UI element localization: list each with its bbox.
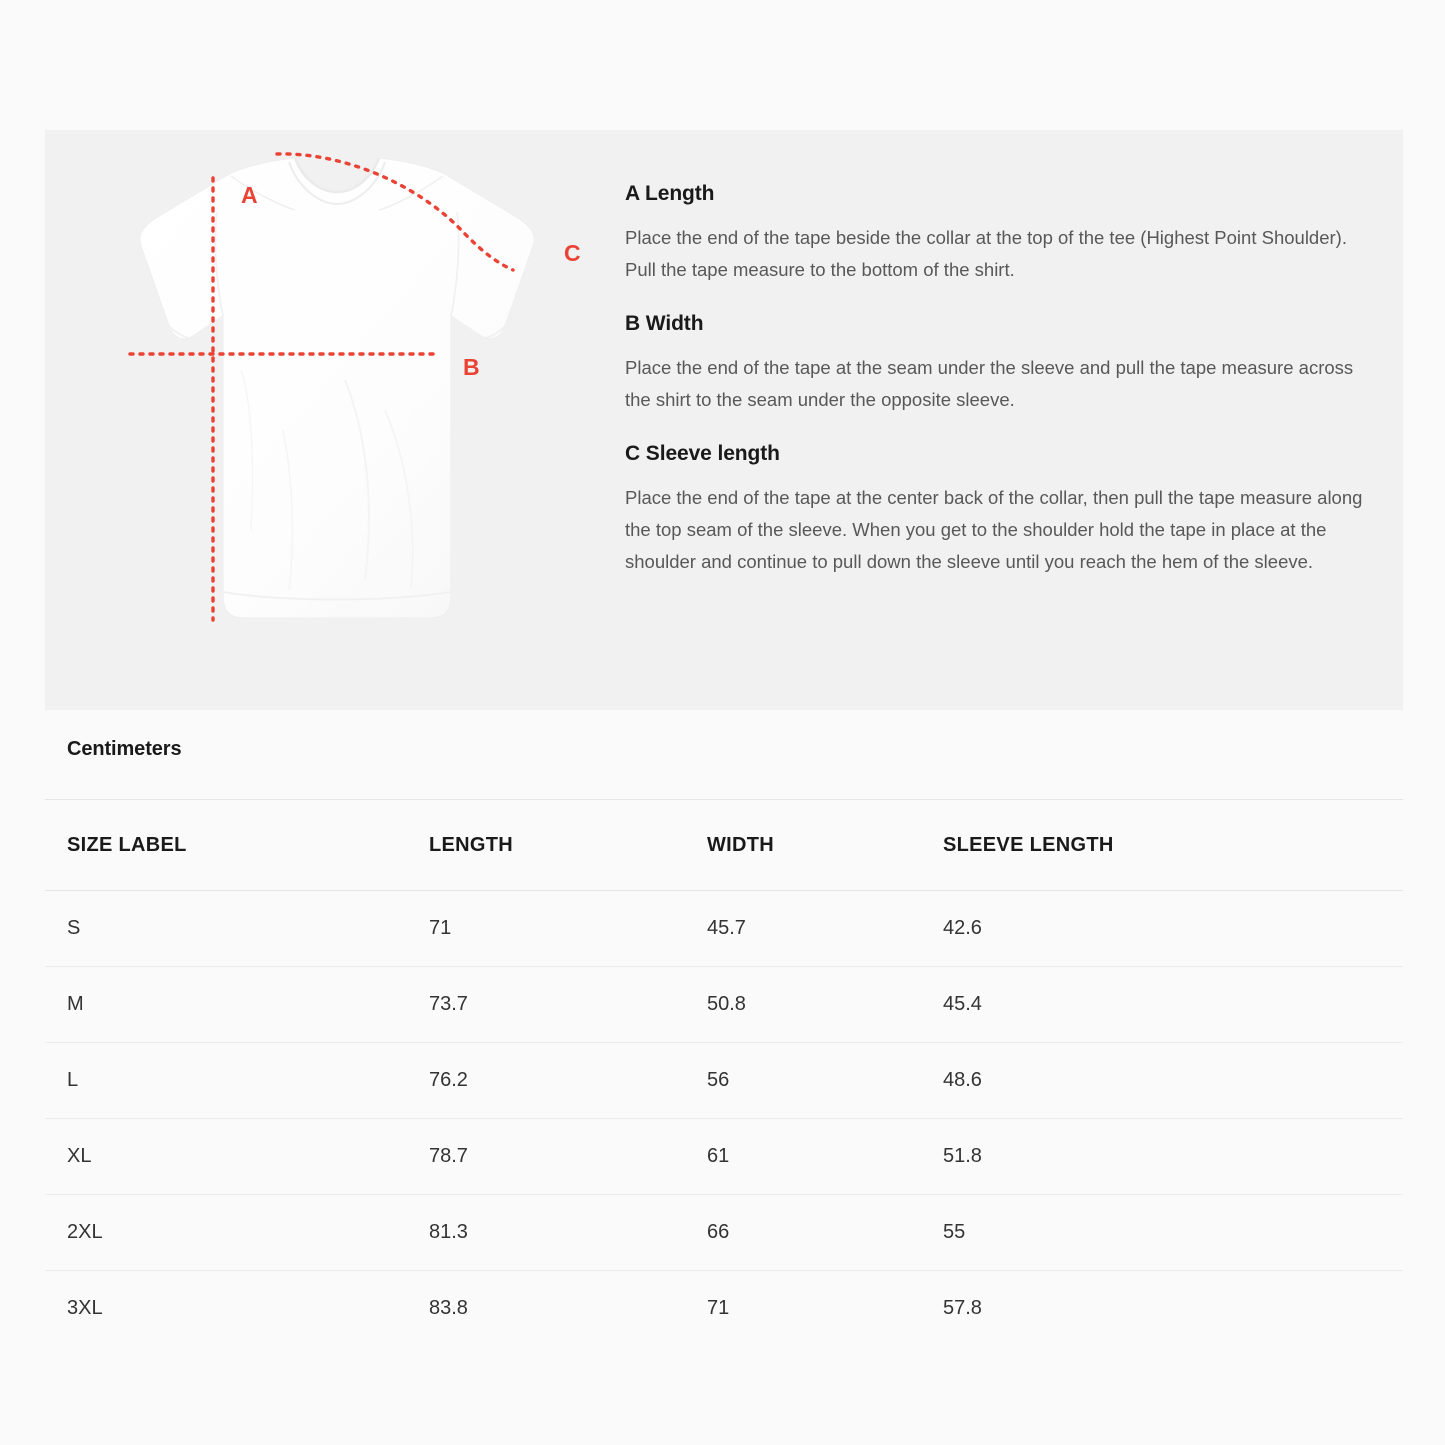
cell-size-label: XL: [67, 1145, 92, 1167]
table-row: [45, 1119, 1403, 1195]
table-header: [45, 800, 1403, 891]
cell-width: 66: [707, 1221, 730, 1243]
column-header-width: WIDTH: [707, 833, 775, 856]
cell-size-label: 2XL: [67, 1221, 103, 1243]
cell-sleeve-length: 42.6: [943, 917, 982, 939]
cell-size-label: L: [67, 1069, 79, 1091]
table-row: [45, 1271, 1403, 1347]
instruction-body-c-sleeve-length: Place the end of the tape at the center back of the collar, then pull the tape measure along the top seam of the sleeve. When you get to the shoulder hold the tape in place at the shoulder and continue to pull down the sleeve until you reach the hem of the sleeve.: [625, 487, 1363, 572]
table-header-row: [45, 800, 1403, 891]
cell-sleeve-length: 57.8: [943, 1297, 982, 1319]
cell-width: 71: [707, 1297, 730, 1319]
cell-sleeve-length: 51.8: [943, 1145, 982, 1167]
cell-size-label: M: [67, 993, 84, 1015]
column-header-length: LENGTH: [429, 833, 514, 856]
cell-width: 50.8: [707, 993, 746, 1015]
marker-label-c: C: [564, 240, 582, 266]
instruction-title-b-width: B Width: [625, 312, 704, 335]
column-header-sleeve-length: SLEEVE LENGTH: [943, 833, 1114, 856]
table-row: [45, 891, 1403, 967]
cell-size-label: 3XL: [67, 1297, 103, 1319]
cell-length: 76.2: [429, 1069, 468, 1091]
cell-width: 56: [707, 1069, 730, 1091]
instruction-title-a-length: A Length: [625, 182, 715, 205]
tshirt-illustration-svg: [45, 130, 625, 710]
cell-sleeve-length: 55: [943, 1221, 966, 1243]
instruction-body-b-width: Place the end of the tape at the seam under the sleeve and pull the tape measure across the shirt to the seam under the opposite sleeve.: [625, 357, 1354, 410]
cell-length: 71: [429, 917, 452, 939]
cell-size-label: S: [67, 917, 81, 939]
instruction-block-b-width: [625, 312, 1363, 416]
marker-label-a: A: [241, 182, 259, 208]
cell-length: 78.7: [429, 1145, 468, 1167]
marker-label-b: B: [463, 354, 481, 380]
column-header-size-label: SIZE LABEL: [67, 833, 187, 856]
size-table-section: [45, 738, 1403, 1346]
cell-length: 81.3: [429, 1221, 468, 1243]
cell-width: 45.7: [707, 917, 746, 939]
measurement-instructions: [625, 130, 1403, 578]
unit-title: Centimeters: [67, 738, 182, 760]
table-body: [45, 891, 1403, 1347]
measurement-info-card: [45, 130, 1403, 710]
tshirt-diagram: [45, 130, 625, 710]
cell-width: 61: [707, 1145, 730, 1167]
instruction-block-a-length: [625, 182, 1363, 286]
table-row: [45, 967, 1403, 1043]
size-chart-table: [45, 799, 1403, 1346]
cell-sleeve-length: 48.6: [943, 1069, 982, 1091]
instruction-block-c-sleeve-length: [625, 442, 1363, 578]
table-row: [45, 1043, 1403, 1119]
cell-sleeve-length: 45.4: [943, 993, 982, 1015]
cell-length: 83.8: [429, 1297, 468, 1319]
cell-length: 73.7: [429, 993, 468, 1015]
instruction-body-a-length: Place the end of the tape beside the collar at the top of the tee (Highest Point Shoulder). Pull the tape measure to the bottom of the shirt.: [625, 227, 1347, 280]
instruction-title-c-sleeve-length: C Sleeve length: [625, 442, 780, 465]
shirt-body-shape: [140, 158, 534, 618]
table-row: [45, 1195, 1403, 1271]
